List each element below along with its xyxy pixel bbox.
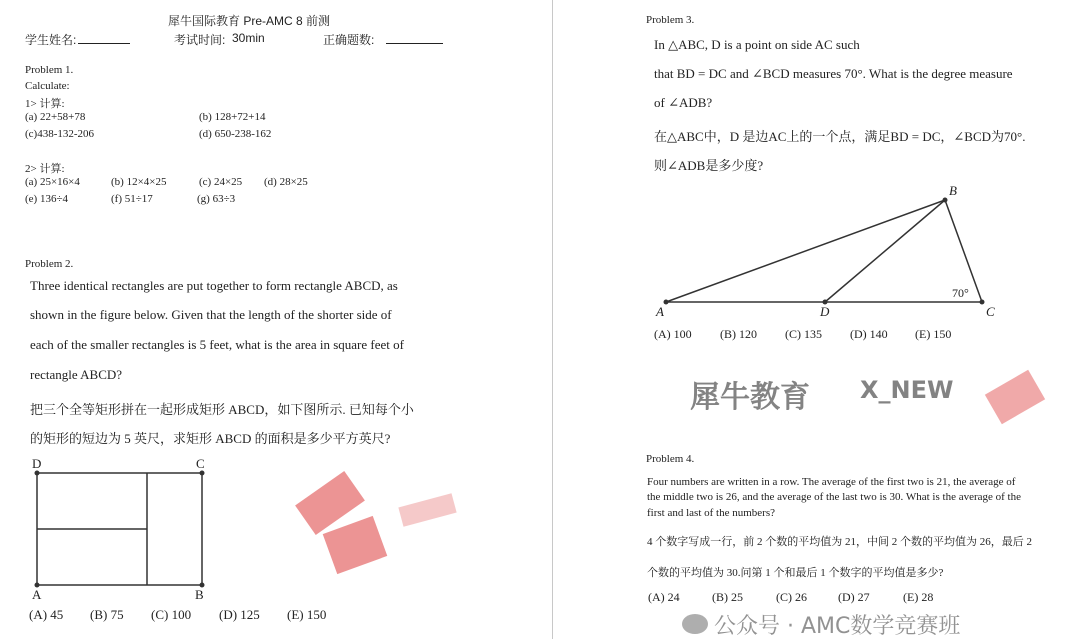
watermark-footer: 公众号 · AMC数学竞赛班 (714, 614, 961, 639)
tri-label-C: C (986, 304, 995, 319)
problem1-part2: 2> 计算: (25, 163, 65, 175)
correct-count-blank (386, 43, 443, 44)
problem4-title: Problem 4. (646, 453, 695, 465)
watermark-brand: 犀牛教育 (690, 380, 810, 415)
p2-choice-b: (B) 75 (90, 607, 124, 622)
p2-choice-d: (D) 125 (219, 607, 260, 622)
tri-label-A: A (656, 304, 664, 319)
p2-line1: Three identical rectangles are put together to form rectangle ABCD, as (30, 278, 398, 293)
p4-cn1: 4 个数字写成一行，前 2 个数的平均值为 21，中间 2 个数的平均值为 26，最后 2 (647, 536, 1032, 548)
p3-choice-c: (C) 135 (785, 327, 822, 341)
p4-line1: Four numbers are written in a row. The average of the first two is 21, the average of (647, 476, 1016, 488)
angle-label: 70° (952, 286, 969, 300)
p3-choice-e: (E) 150 (915, 327, 952, 341)
tri-label-D: D (820, 304, 830, 319)
p4-choice-e: (E) 28 (903, 590, 934, 604)
p2-cn1: 把三个全等矩形拼在一起形成矩形 ABCD，如下图所示. 已知每个小 (30, 402, 414, 417)
p1-f2: (f) 51÷17 (111, 193, 153, 205)
p1-a: (a) 22+58+78 (25, 111, 86, 123)
p2-line4: rectangle ABCD? (30, 367, 123, 382)
correct-count-label: 正确题数: (323, 33, 375, 47)
p3-choice-d: (D) 140 (850, 327, 888, 341)
p2-line3: each of the smaller rectangles is 5 feet, what is the area in square feet of (30, 337, 404, 352)
p1-g2: (g) 63÷3 (197, 193, 236, 205)
page-title: 犀牛国际教育 Pre-AMC 8 前测 (168, 14, 331, 28)
label-C: C (196, 456, 205, 471)
p2-cn2: 的矩形的短边为 5 英尺，求矩形 ABCD 的面积是多少平方英尺? (30, 431, 391, 446)
label-B: B (195, 587, 204, 602)
p1-d2: (d) 28×25 (264, 176, 308, 188)
p3-line3: of ∠ADB? (654, 95, 713, 110)
p4-line3: first and last of the numbers? (647, 507, 775, 519)
p2-choice-a: (A) 45 (29, 607, 64, 622)
watermark-brand-en: X_NEW (860, 376, 954, 404)
p2-choice-e: (E) 150 (287, 607, 327, 622)
p4-choice-d: (D) 27 (838, 590, 870, 604)
p1-c: (c)438-132-206 (25, 128, 95, 140)
p1-e2: (e) 136÷4 (25, 193, 68, 205)
p4-choice-a: (A) 24 (648, 590, 680, 604)
wechat-icon (682, 614, 708, 634)
p1-c2: (c) 24×25 (199, 176, 243, 188)
p1-a2: (a) 25×16×4 (25, 176, 80, 188)
p1-b2: (b) 12×4×25 (111, 176, 167, 188)
label-D: D (32, 456, 42, 471)
p3-cn1: 在△ABC中，D 是边AC上的一个点，满足BD = DC，∠BCD为70°. (654, 129, 1026, 144)
tri-label-B: B (949, 183, 957, 198)
p4-line2: the middle two is 26, and the average of the last two is 30. What is the average of the (647, 491, 1021, 503)
exam-time-value: 30min (232, 31, 265, 45)
p2-line2: shown in the figure below. Given that the length of the shorter side of (30, 307, 392, 322)
problem3-title: Problem 3. (646, 14, 695, 26)
label-A: A (32, 587, 42, 602)
p1-b: (b) 128+72+14 (199, 111, 266, 123)
p3-choice-a: (A) 100 (654, 327, 692, 341)
p2-choice-c: (C) 100 (151, 607, 192, 622)
p4-cn2: 个数的平均值为 30.问第 1 个和最后 1 个数字的平均值是多少? (647, 567, 944, 579)
student-name-label: 学生姓名: (25, 33, 77, 47)
p3-line1: In △ABC, D is a point on side AC such (654, 37, 860, 52)
problem1-title: Problem 1. (25, 64, 74, 76)
problem1-part1: 1> 计算: (25, 98, 65, 110)
problem1-calc: Calculate: (25, 80, 70, 92)
p3-choice-b: (B) 120 (720, 327, 757, 341)
student-name-blank (78, 43, 130, 44)
p3-line2: that BD = DC and ∠BCD measures 70°. What is the degree measure (654, 66, 1013, 81)
problem2-title: Problem 2. (25, 258, 74, 270)
p3-cn2: 则∠ADB是多少度? (654, 158, 764, 173)
p1-d: (d) 650-238-162 (199, 128, 272, 140)
p4-choice-b: (B) 25 (712, 590, 743, 604)
exam-time-label: 考试时间: (174, 33, 226, 47)
p4-choice-c: (C) 26 (776, 590, 807, 604)
